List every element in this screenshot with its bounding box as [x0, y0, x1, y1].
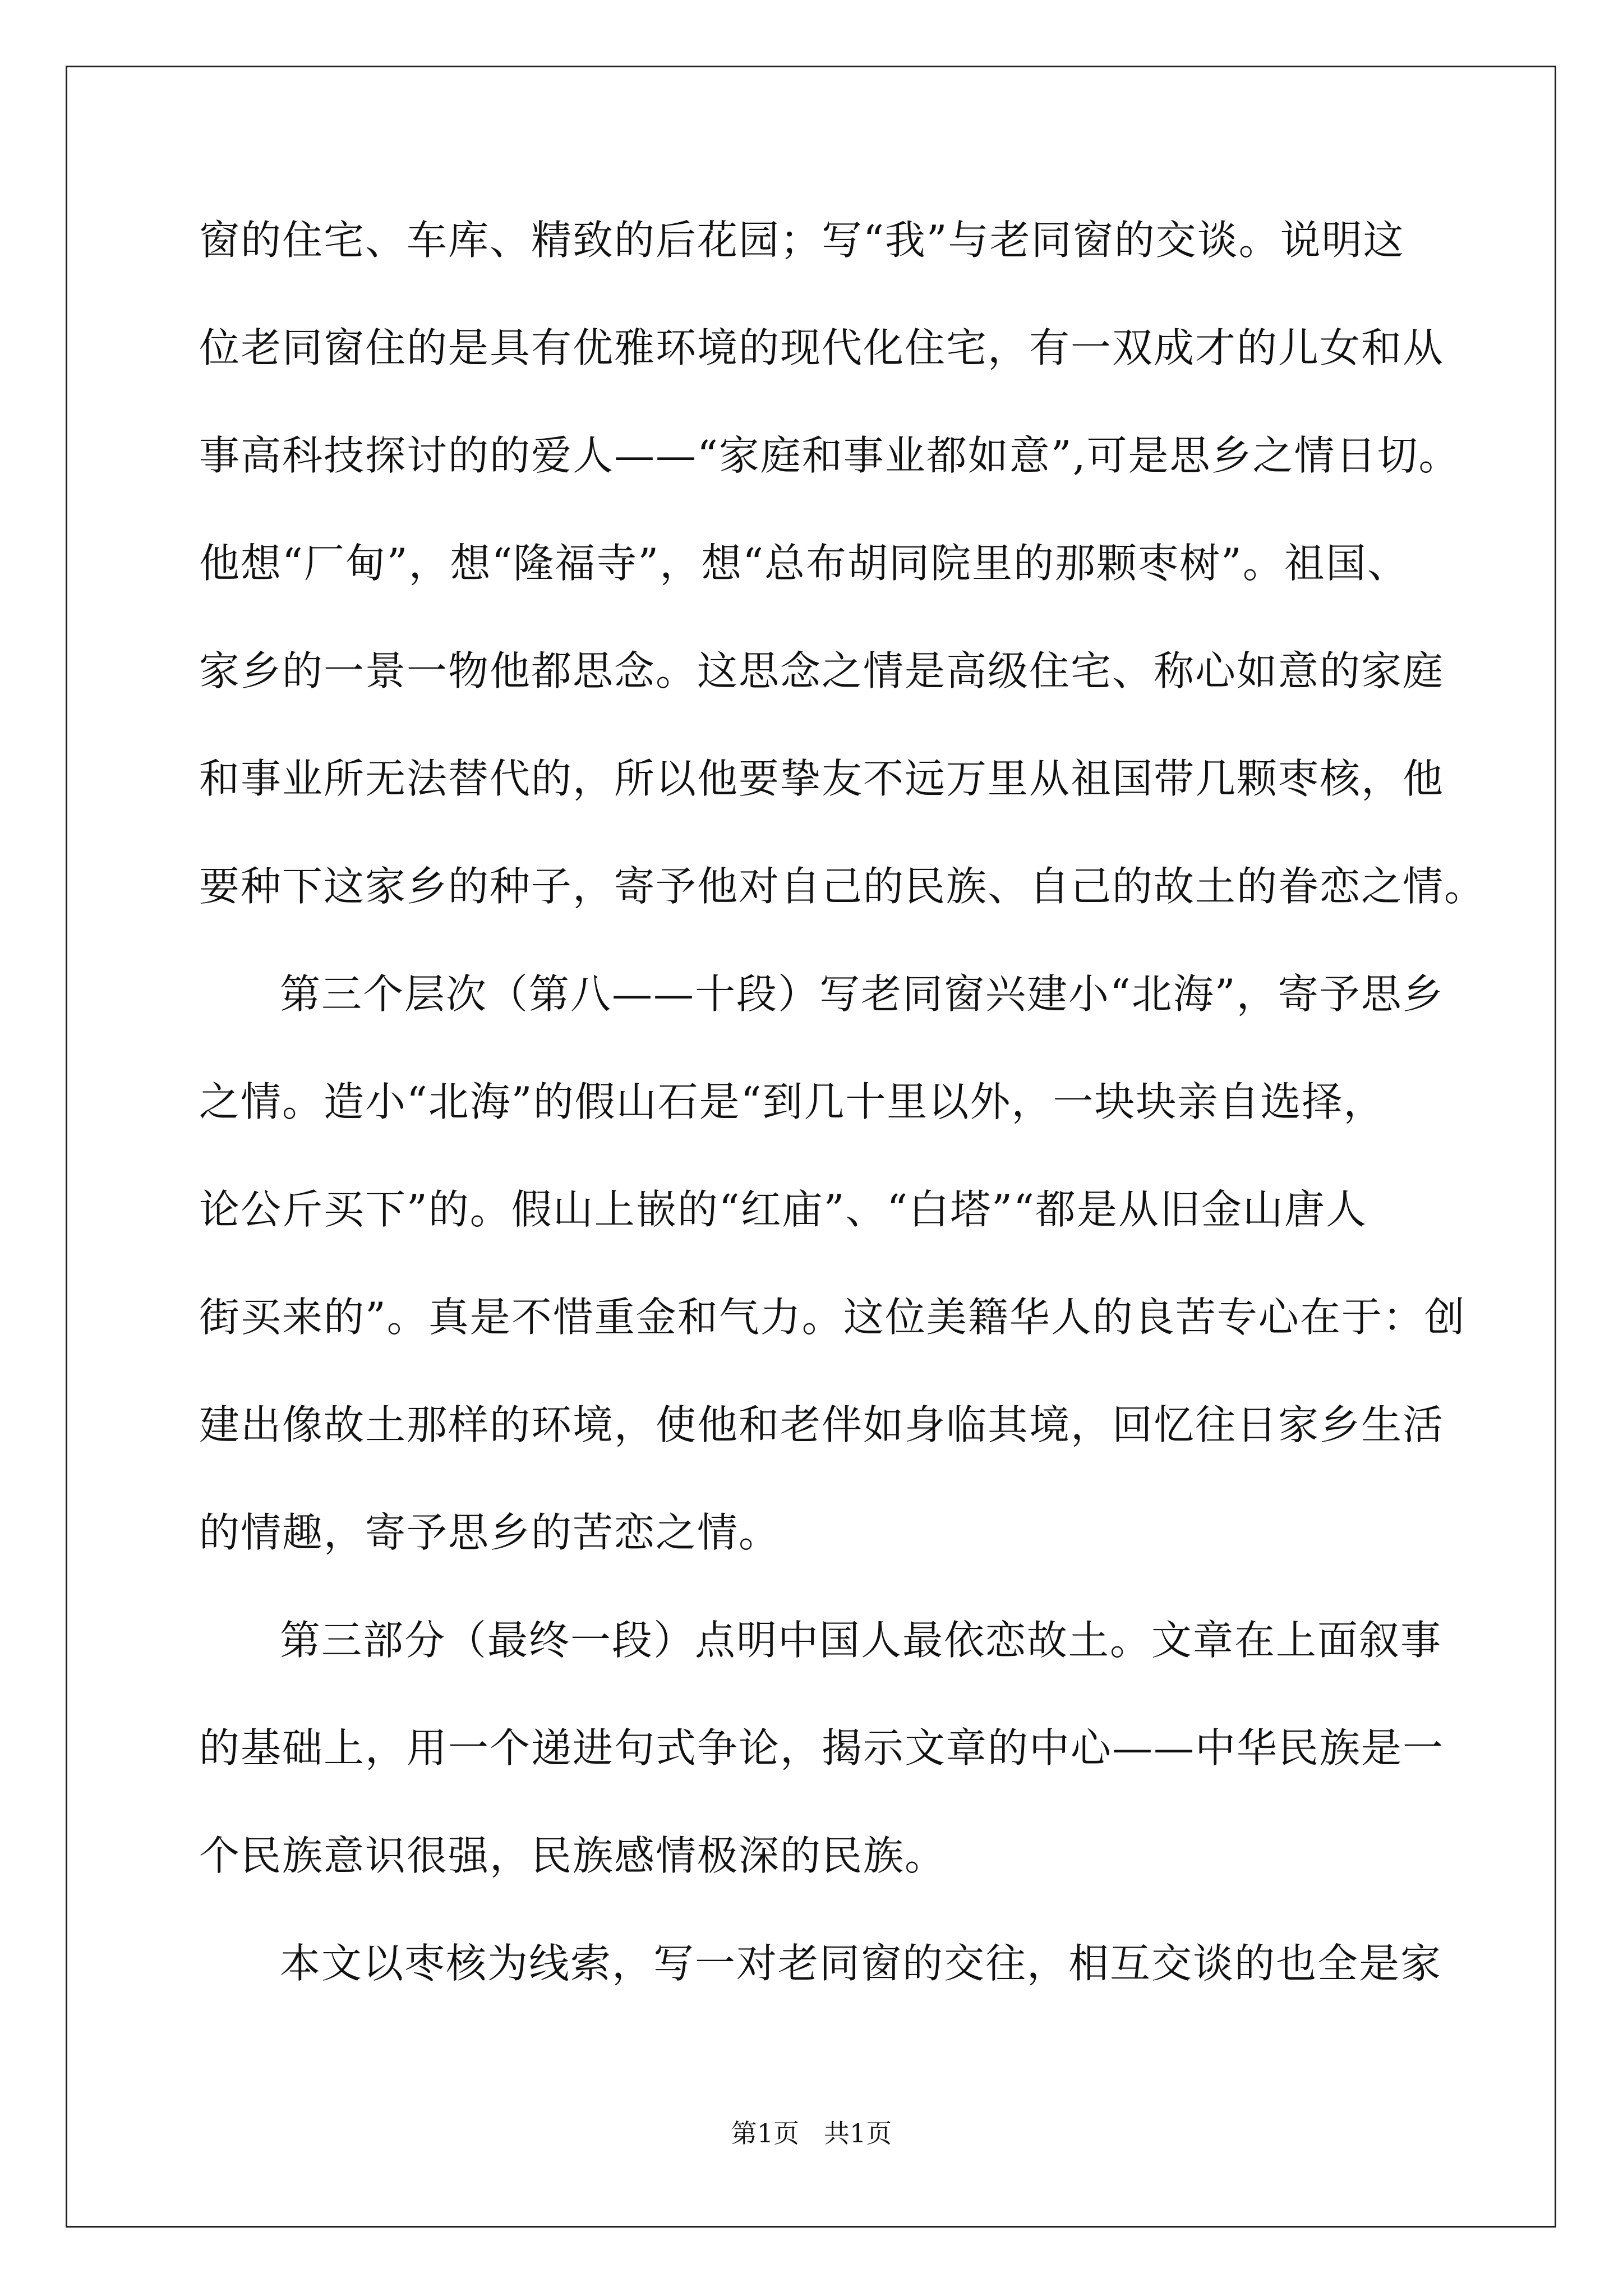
- text-line: 论公斤买下”的。假山上嵌的“红庙”、“白塔”“都是从旧金山唐人: [199, 1186, 1367, 1233]
- text-line: 建出像故土那样的环境，使他和老伴如身临其境，回忆往日家乡生活: [199, 1401, 1445, 1448]
- text-line: 要种下这家乡的种子，寄予他对自己的民族、自己的故土的眷恋之情。: [199, 863, 1486, 910]
- text-line: 的基础上，用一个递进句式争论，揭示文章的中心——中华民族是一: [199, 1724, 1445, 1772]
- text-line: 和事业所无法替代的，所以他要挚友不远万里从祖国带几颗枣核，他: [199, 755, 1445, 802]
- page-total: 共1页: [824, 2118, 892, 2148]
- document-body: [199, 213, 1486, 2044]
- paragraph-start-line: 第三个层次（第八——十段）写老同窗兴建小“北海”，寄予思乡: [280, 970, 1444, 1018]
- text-line: 窗的住宅、车库、精致的后花园；写“我”与老同窗的交谈。说明这: [199, 217, 1405, 264]
- text-line: 个民族意识很强，民族感情极深的民族。: [199, 1832, 947, 1879]
- paragraph-start-line: 第三部分（最终一段）点明中国人最依恋故土。文章在上面叙事: [280, 1617, 1442, 1664]
- page-footer: [0, 2116, 1623, 2150]
- page-number: 第1页: [731, 2118, 799, 2148]
- text-line: 之情。造小“北海”的假山石是“到几十里以外，一块块亲自选择，: [199, 1078, 1385, 1125]
- text-line: 家乡的一景一物他都思念。这思念之情是高级住宅、称心如意的家庭: [199, 647, 1445, 694]
- text-line: 他想“厂甸”，想“隆福寺”，想“总布胡同院里的那颗枣树”。祖国、: [199, 540, 1409, 587]
- paragraph-start-line: 本文以枣核为线索，写一对老同窗的交往，相互交谈的也全是家: [280, 1940, 1442, 1987]
- text-line: 事高科技探讨的的爱人——“家庭和事业都如意”,可是思乡之情日切。: [199, 432, 1460, 479]
- text-line: 街买来的”。真是不惜重金和气力。这位美籍华人的良苦专心在于：创: [199, 1294, 1466, 1341]
- text-line: 位老同窗住的是具有优雅环境的现代化住宅，有一双成才的儿女和从: [199, 324, 1445, 371]
- text-line: 的情趣，寄予思乡的苦恋之情。: [199, 1509, 781, 1556]
